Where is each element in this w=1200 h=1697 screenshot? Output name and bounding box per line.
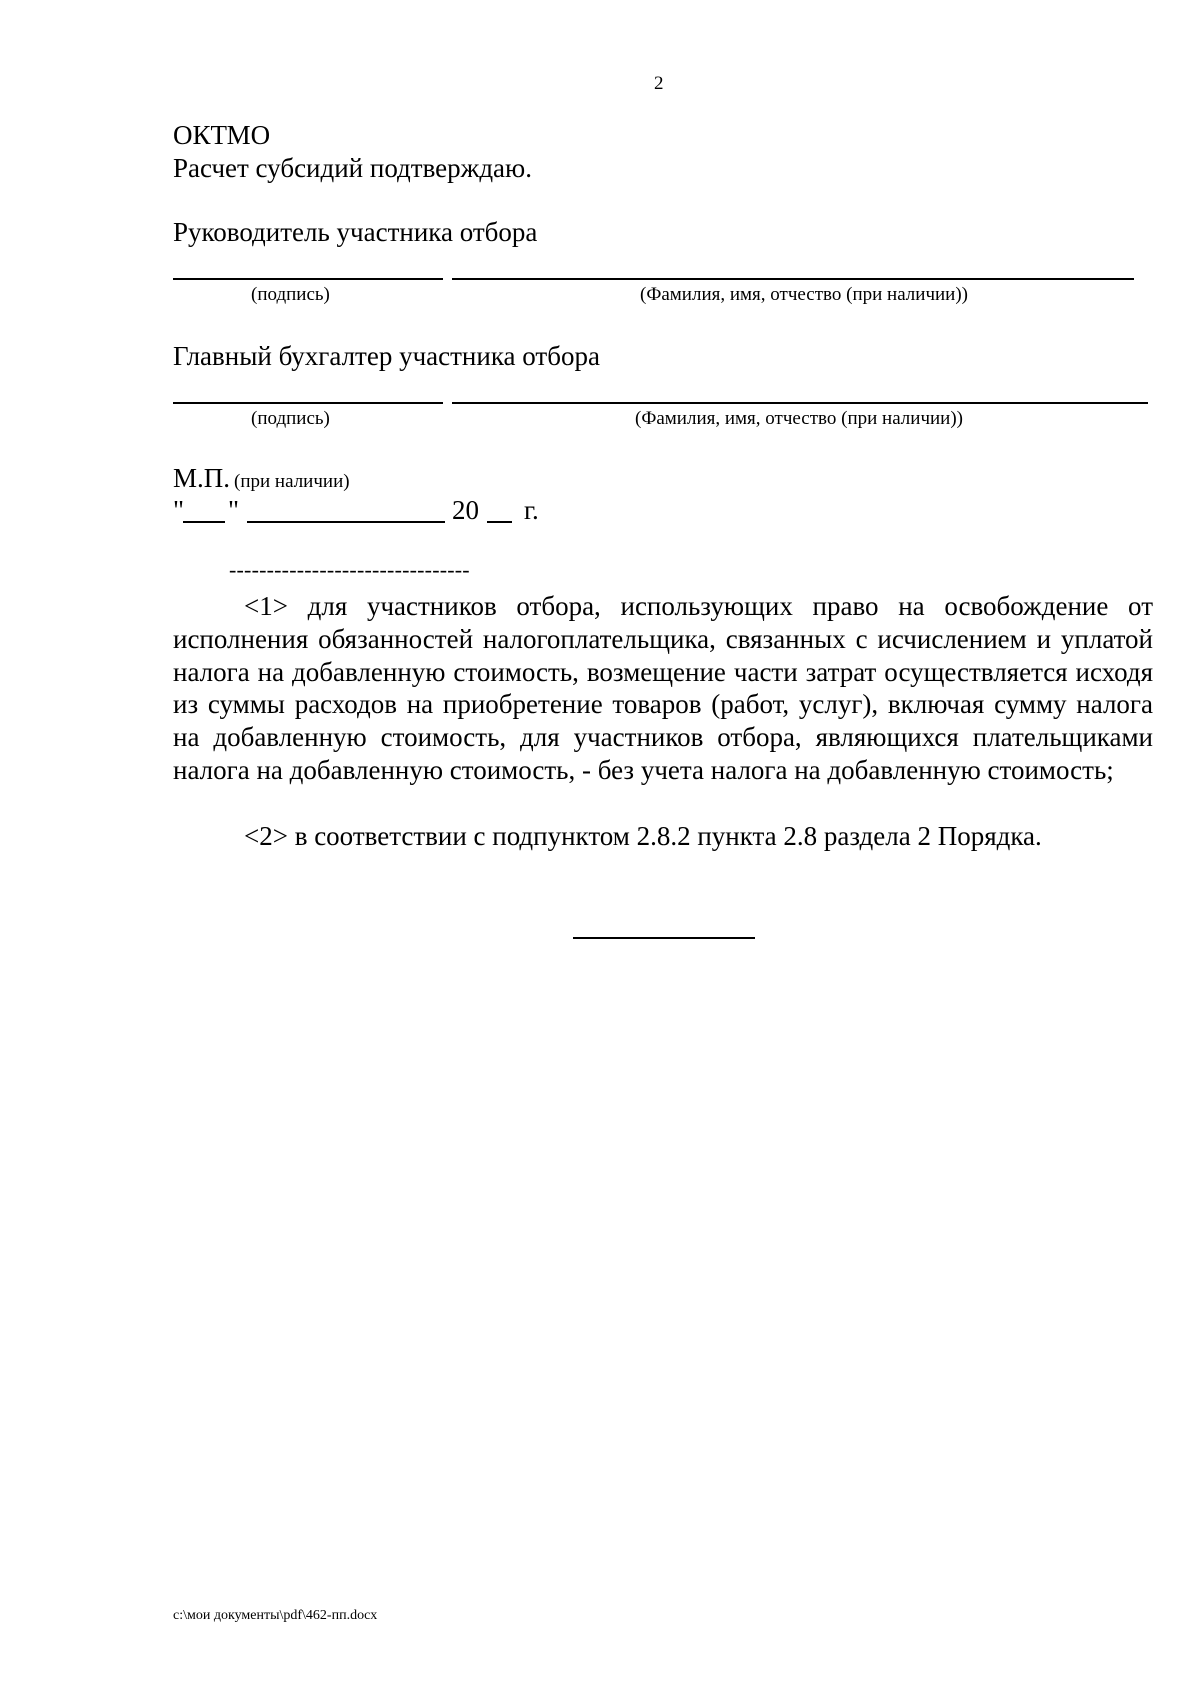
footnote-1: <1> для участников отбора, использующих право на освобождение от исполнения обязанностей налогоплательщика, связанных с исчислением и уплатой налога на добавленную стоимость, возмещение части затрат осуществляется исходя из суммы расходов на приобретение товаров (работ, услуг), включая сумму налога на добавленную стоимость, для участников отбора, являющихся плательщиками налога на добавленную стоимость, - без учета налога на добавленную стоимость;: [173, 591, 1153, 785]
page-number: 2: [654, 73, 664, 94]
date-month-line: [247, 521, 445, 523]
accountant-signature-caption: (подпись): [251, 408, 330, 429]
seal-line: [173, 462, 350, 495]
seal-note: (при наличии): [234, 471, 350, 492]
head-name-line: [452, 278, 1134, 280]
head-title: Руководитель участника отбора: [173, 217, 538, 247]
date-year-prefix: 20: [452, 495, 479, 525]
head-signature-line: [173, 278, 443, 280]
accountant-title: Главный бухгалтер участника отбора: [173, 341, 600, 371]
date-year-suffix: г.: [524, 495, 539, 525]
head-name-caption: (Фамилия, имя, отчество (при наличии)): [640, 284, 969, 305]
date-year-line: [487, 521, 512, 523]
end-of-document-line: [573, 937, 755, 939]
date-close-quote: ": [228, 495, 240, 525]
head-signature-caption: (подпись): [251, 284, 330, 305]
seal-label: М.П.: [173, 463, 231, 493]
footnote-2: <2> в соответствии с подпунктом 2.8.2 пункта 2.8 раздела 2 Порядка.: [244, 821, 1042, 851]
footnote-separator: --------------------------------: [229, 557, 470, 582]
accountant-name-line: [452, 402, 1148, 404]
date-open-quote: ": [173, 495, 185, 525]
accountant-signature-line: [173, 402, 443, 404]
oktmo-label: ОКТМО: [173, 120, 271, 150]
date-day-line: [183, 521, 225, 523]
file-path-footer: c:\мои документы\pdf\462-пп.docx: [173, 1608, 378, 1623]
accountant-name-caption: (Фамилия, имя, отчество (при наличии)): [635, 408, 964, 429]
confirmation-text: Расчет субсидий подтверждаю.: [173, 153, 532, 183]
